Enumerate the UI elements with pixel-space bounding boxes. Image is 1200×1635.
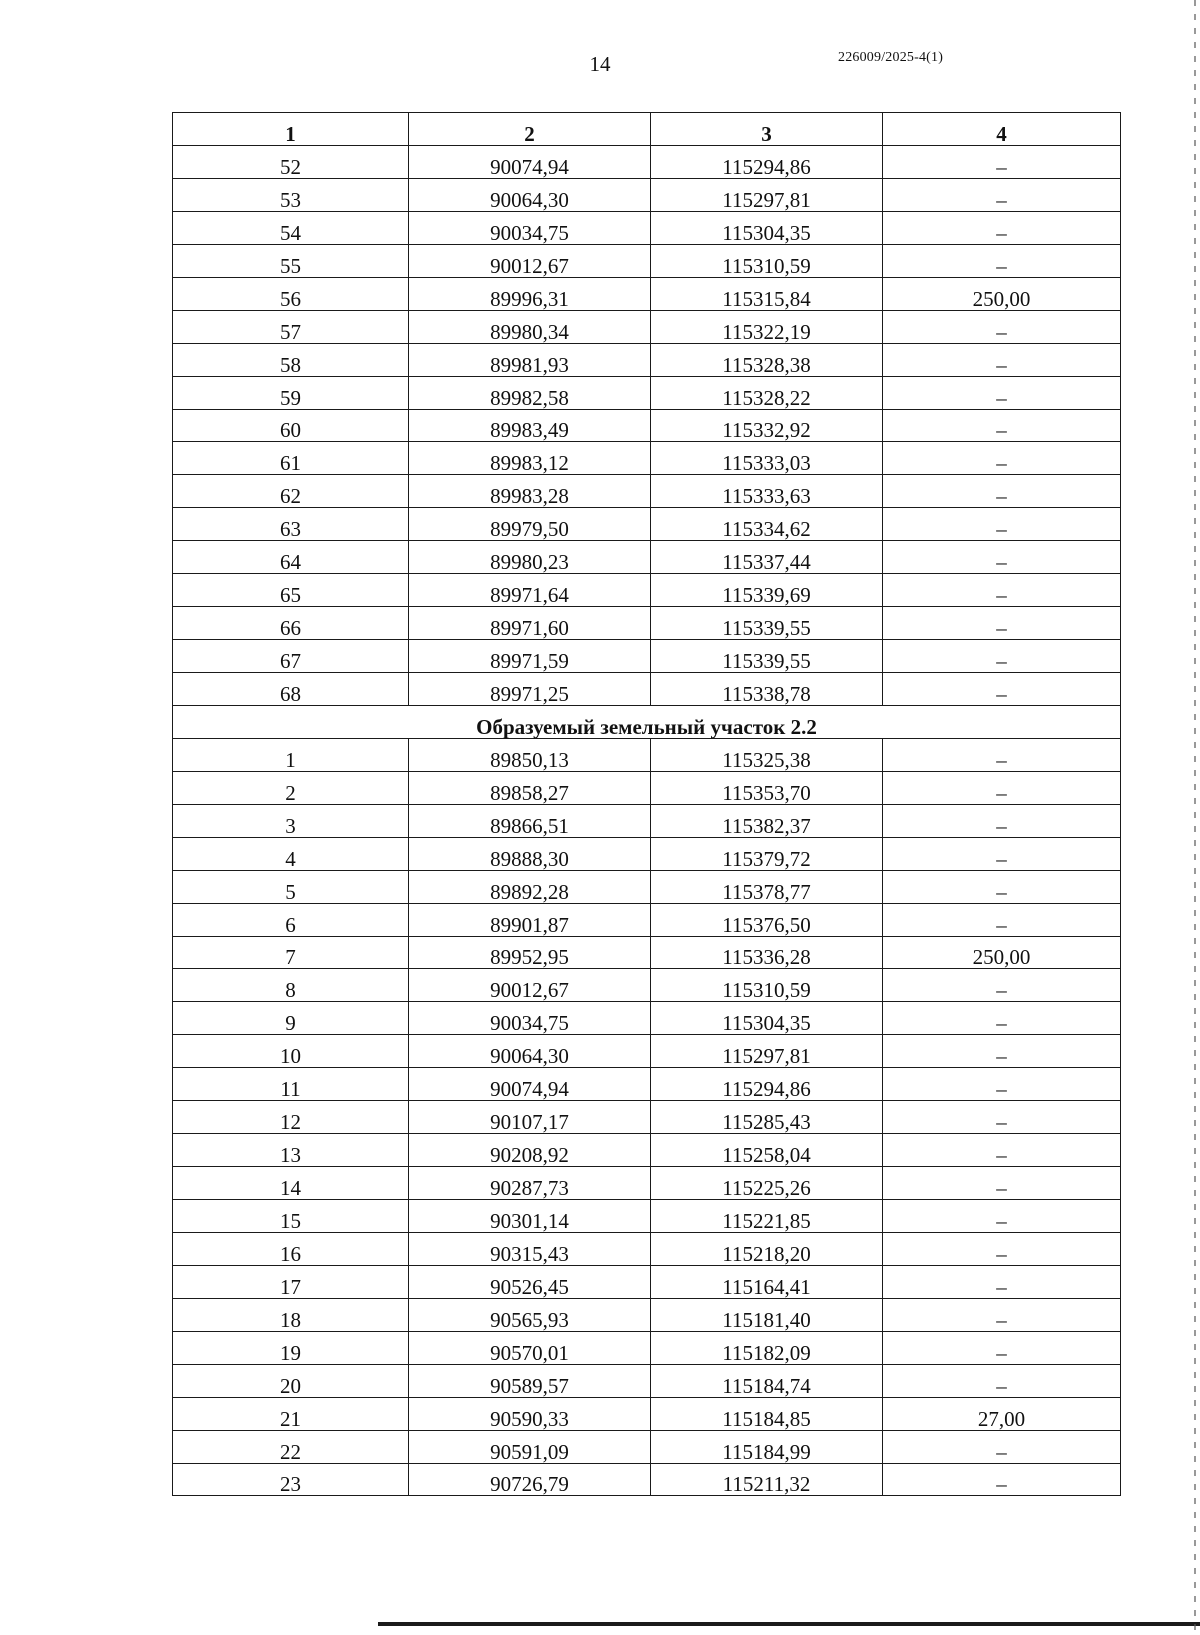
- table-row: [173, 1265, 1121, 1298]
- coordinates-table: [172, 112, 1121, 1496]
- y-coordinate-cell: 115182,09: [651, 1331, 883, 1364]
- table-row: [173, 1167, 1121, 1200]
- value-cell: –: [883, 640, 1121, 673]
- point-number-cell: 14: [173, 1167, 409, 1200]
- x-coordinate-cell: 89982,58: [409, 376, 651, 409]
- y-coordinate-cell: 115164,41: [651, 1265, 883, 1298]
- y-coordinate-cell: 115294,86: [651, 1068, 883, 1101]
- point-number-cell: 2: [173, 771, 409, 804]
- point-number-cell: 6: [173, 903, 409, 936]
- point-number-cell: 19: [173, 1331, 409, 1364]
- y-coordinate-cell: 115304,35: [651, 1002, 883, 1035]
- table-row: [173, 837, 1121, 870]
- value-cell: –: [883, 1298, 1121, 1331]
- table-row: [173, 343, 1121, 376]
- table-row: [173, 1002, 1121, 1035]
- point-number-cell: 21: [173, 1397, 409, 1430]
- value-cell: –: [883, 574, 1121, 607]
- point-number-cell: 16: [173, 1232, 409, 1265]
- value-cell: –: [883, 244, 1121, 277]
- point-number-cell: 20: [173, 1364, 409, 1397]
- y-coordinate-cell: 115333,63: [651, 475, 883, 508]
- section-row: [173, 705, 1121, 738]
- table-row: [173, 1463, 1121, 1496]
- x-coordinate-cell: 90034,75: [409, 211, 651, 244]
- y-coordinate-cell: 115294,86: [651, 146, 883, 179]
- x-coordinate-cell: 89981,93: [409, 343, 651, 376]
- point-number-cell: 12: [173, 1101, 409, 1134]
- point-number-cell: 23: [173, 1463, 409, 1496]
- y-coordinate-cell: 115184,74: [651, 1364, 883, 1397]
- table-row: [173, 903, 1121, 936]
- value-cell: –: [883, 1430, 1121, 1463]
- point-number-cell: 1: [173, 738, 409, 771]
- table-row: [173, 146, 1121, 179]
- table-row: [173, 574, 1121, 607]
- table-row: [173, 376, 1121, 409]
- column-header: 3: [651, 113, 883, 146]
- point-number-cell: 11: [173, 1068, 409, 1101]
- value-cell: –: [883, 178, 1121, 211]
- x-coordinate-cell: 89980,23: [409, 541, 651, 574]
- y-coordinate-cell: 115297,81: [651, 178, 883, 211]
- table-row: [173, 475, 1121, 508]
- y-coordinate-cell: 115332,92: [651, 409, 883, 442]
- point-number-cell: 67: [173, 640, 409, 673]
- point-number-cell: 56: [173, 277, 409, 310]
- section-heading-group: [173, 705, 1121, 738]
- value-cell: –: [883, 1002, 1121, 1035]
- x-coordinate-cell: 89971,60: [409, 607, 651, 640]
- x-coordinate-cell: 89866,51: [409, 804, 651, 837]
- x-coordinate-cell: 90591,09: [409, 1430, 651, 1463]
- value-cell: –: [883, 310, 1121, 343]
- y-coordinate-cell: 115339,55: [651, 607, 883, 640]
- table-row: [173, 244, 1121, 277]
- value-cell: 250,00: [883, 936, 1121, 969]
- point-number-cell: 66: [173, 607, 409, 640]
- y-coordinate-cell: 115328,38: [651, 343, 883, 376]
- value-cell: –: [883, 508, 1121, 541]
- point-number-cell: 3: [173, 804, 409, 837]
- y-coordinate-cell: 115221,85: [651, 1200, 883, 1233]
- point-number-cell: 53: [173, 178, 409, 211]
- x-coordinate-cell: 89996,31: [409, 277, 651, 310]
- value-cell: –: [883, 211, 1121, 244]
- y-coordinate-cell: 115218,20: [651, 1232, 883, 1265]
- point-number-cell: 54: [173, 211, 409, 244]
- value-cell: –: [883, 541, 1121, 574]
- y-coordinate-cell: 115325,38: [651, 738, 883, 771]
- x-coordinate-cell: 90064,30: [409, 178, 651, 211]
- y-coordinate-cell: 115379,72: [651, 837, 883, 870]
- point-number-cell: 64: [173, 541, 409, 574]
- x-coordinate-cell: 90570,01: [409, 1331, 651, 1364]
- x-coordinate-cell: 89892,28: [409, 870, 651, 903]
- y-coordinate-cell: 115315,84: [651, 277, 883, 310]
- table-row: [173, 1134, 1121, 1167]
- point-number-cell: 68: [173, 673, 409, 706]
- x-coordinate-cell: 89971,59: [409, 640, 651, 673]
- y-coordinate-cell: 115322,19: [651, 310, 883, 343]
- x-coordinate-cell: 90034,75: [409, 1002, 651, 1035]
- x-coordinate-cell: 90301,14: [409, 1200, 651, 1233]
- value-cell: –: [883, 837, 1121, 870]
- point-number-cell: 5: [173, 870, 409, 903]
- x-coordinate-cell: 90074,94: [409, 146, 651, 179]
- y-coordinate-cell: 115211,32: [651, 1463, 883, 1496]
- scan-bottom-rule: [378, 1622, 1200, 1626]
- table-body-bottom: [173, 738, 1121, 1496]
- table-row: [173, 640, 1121, 673]
- point-number-cell: 22: [173, 1430, 409, 1463]
- y-coordinate-cell: 115338,78: [651, 673, 883, 706]
- point-number-cell: 57: [173, 310, 409, 343]
- table-row: [173, 1068, 1121, 1101]
- y-coordinate-cell: 115336,28: [651, 936, 883, 969]
- value-cell: –: [883, 376, 1121, 409]
- x-coordinate-cell: 89971,25: [409, 673, 651, 706]
- y-coordinate-cell: 115382,37: [651, 804, 883, 837]
- x-coordinate-cell: 90012,67: [409, 969, 651, 1002]
- x-coordinate-cell: 89971,64: [409, 574, 651, 607]
- value-cell: –: [883, 1101, 1121, 1134]
- point-number-cell: 10: [173, 1035, 409, 1068]
- y-coordinate-cell: 115184,85: [651, 1397, 883, 1430]
- x-coordinate-cell: 89858,27: [409, 771, 651, 804]
- table-row: [173, 1232, 1121, 1265]
- point-number-cell: 61: [173, 442, 409, 475]
- table-row: [173, 738, 1121, 771]
- x-coordinate-cell: 89983,49: [409, 409, 651, 442]
- table-header-row: [173, 113, 1121, 146]
- x-coordinate-cell: 90064,30: [409, 1035, 651, 1068]
- column-header: 2: [409, 113, 651, 146]
- x-coordinate-cell: 90590,33: [409, 1397, 651, 1430]
- value-cell: –: [883, 1134, 1121, 1167]
- table-row: [173, 673, 1121, 706]
- table-row: [173, 442, 1121, 475]
- value-cell: –: [883, 804, 1121, 837]
- y-coordinate-cell: 115339,55: [651, 640, 883, 673]
- y-coordinate-cell: 115353,70: [651, 771, 883, 804]
- point-number-cell: 18: [173, 1298, 409, 1331]
- x-coordinate-cell: 89888,30: [409, 837, 651, 870]
- value-cell: –: [883, 1167, 1121, 1200]
- x-coordinate-cell: 89979,50: [409, 508, 651, 541]
- point-number-cell: 58: [173, 343, 409, 376]
- value-cell: –: [883, 771, 1121, 804]
- value-cell: –: [883, 1265, 1121, 1298]
- page-number: 14: [589, 52, 611, 76]
- value-cell: –: [883, 1463, 1121, 1496]
- x-coordinate-cell: 90565,93: [409, 1298, 651, 1331]
- value-cell: –: [883, 146, 1121, 179]
- y-coordinate-cell: 115184,99: [651, 1430, 883, 1463]
- table-row: [173, 1364, 1121, 1397]
- point-number-cell: 63: [173, 508, 409, 541]
- value-cell: –: [883, 1200, 1121, 1233]
- point-number-cell: 55: [173, 244, 409, 277]
- value-cell: 27,00: [883, 1397, 1121, 1430]
- value-cell: –: [883, 870, 1121, 903]
- y-coordinate-cell: 115258,04: [651, 1134, 883, 1167]
- table-row: [173, 178, 1121, 211]
- y-coordinate-cell: 115333,03: [651, 442, 883, 475]
- x-coordinate-cell: 89980,34: [409, 310, 651, 343]
- x-coordinate-cell: 90315,43: [409, 1232, 651, 1265]
- value-cell: –: [883, 1364, 1121, 1397]
- column-header: 1: [173, 113, 409, 146]
- x-coordinate-cell: 90107,17: [409, 1101, 651, 1134]
- value-cell: –: [883, 1331, 1121, 1364]
- value-cell: –: [883, 343, 1121, 376]
- x-coordinate-cell: 89983,28: [409, 475, 651, 508]
- value-cell: 250,00: [883, 277, 1121, 310]
- value-cell: –: [883, 607, 1121, 640]
- value-cell: –: [883, 475, 1121, 508]
- point-number-cell: 8: [173, 969, 409, 1002]
- point-number-cell: 59: [173, 376, 409, 409]
- table-row: [173, 607, 1121, 640]
- y-coordinate-cell: 115297,81: [651, 1035, 883, 1068]
- table-body-top: [173, 146, 1121, 706]
- point-number-cell: 52: [173, 146, 409, 179]
- y-coordinate-cell: 115225,26: [651, 1167, 883, 1200]
- point-number-cell: 15: [173, 1200, 409, 1233]
- table-row: [173, 1298, 1121, 1331]
- y-coordinate-cell: 115378,77: [651, 870, 883, 903]
- table-row: [173, 1101, 1121, 1134]
- value-cell: –: [883, 1068, 1121, 1101]
- point-number-cell: 9: [173, 1002, 409, 1035]
- point-number-cell: 17: [173, 1265, 409, 1298]
- value-cell: –: [883, 673, 1121, 706]
- y-coordinate-cell: 115328,22: [651, 376, 883, 409]
- y-coordinate-cell: 115304,35: [651, 211, 883, 244]
- x-coordinate-cell: 90012,67: [409, 244, 651, 277]
- table-row: [173, 1397, 1121, 1430]
- x-coordinate-cell: 90589,57: [409, 1364, 651, 1397]
- y-coordinate-cell: 115310,59: [651, 969, 883, 1002]
- table-row: [173, 771, 1121, 804]
- table-row: [173, 277, 1121, 310]
- table-row: [173, 1035, 1121, 1068]
- point-number-cell: 13: [173, 1134, 409, 1167]
- x-coordinate-cell: 89901,87: [409, 903, 651, 936]
- document-id: 226009/2025-4(1): [838, 50, 944, 65]
- y-coordinate-cell: 115339,69: [651, 574, 883, 607]
- column-header: 4: [883, 113, 1121, 146]
- x-coordinate-cell: 90526,45: [409, 1265, 651, 1298]
- table-row: [173, 211, 1121, 244]
- x-coordinate-cell: 89850,13: [409, 738, 651, 771]
- value-cell: –: [883, 903, 1121, 936]
- value-cell: –: [883, 1035, 1121, 1068]
- value-cell: –: [883, 409, 1121, 442]
- point-number-cell: 65: [173, 574, 409, 607]
- value-cell: –: [883, 969, 1121, 1002]
- y-coordinate-cell: 115334,62: [651, 508, 883, 541]
- table-row: [173, 409, 1121, 442]
- value-cell: –: [883, 442, 1121, 475]
- point-number-cell: 7: [173, 936, 409, 969]
- table-row: [173, 310, 1121, 343]
- table-row: [173, 936, 1121, 969]
- y-coordinate-cell: 115337,44: [651, 541, 883, 574]
- table-row: [173, 870, 1121, 903]
- table-row: [173, 541, 1121, 574]
- table-row: [173, 969, 1121, 1002]
- y-coordinate-cell: 115181,40: [651, 1298, 883, 1331]
- table-row: [173, 804, 1121, 837]
- section-title: Образуемый земельный участок 2.2: [173, 705, 1121, 738]
- table-row: [173, 1430, 1121, 1463]
- x-coordinate-cell: 89952,95: [409, 936, 651, 969]
- table-row: [173, 1200, 1121, 1233]
- point-number-cell: 60: [173, 409, 409, 442]
- x-coordinate-cell: 90208,92: [409, 1134, 651, 1167]
- table-row: [173, 508, 1121, 541]
- point-number-cell: 62: [173, 475, 409, 508]
- point-number-cell: 4: [173, 837, 409, 870]
- y-coordinate-cell: 115310,59: [651, 244, 883, 277]
- y-coordinate-cell: 115285,43: [651, 1101, 883, 1134]
- x-coordinate-cell: 90074,94: [409, 1068, 651, 1101]
- table-row: [173, 1331, 1121, 1364]
- x-coordinate-cell: 90726,79: [409, 1463, 651, 1496]
- value-cell: –: [883, 738, 1121, 771]
- value-cell: –: [883, 1232, 1121, 1265]
- x-coordinate-cell: 90287,73: [409, 1167, 651, 1200]
- scan-edge-rule: [1194, 0, 1196, 1635]
- x-coordinate-cell: 89983,12: [409, 442, 651, 475]
- y-coordinate-cell: 115376,50: [651, 903, 883, 936]
